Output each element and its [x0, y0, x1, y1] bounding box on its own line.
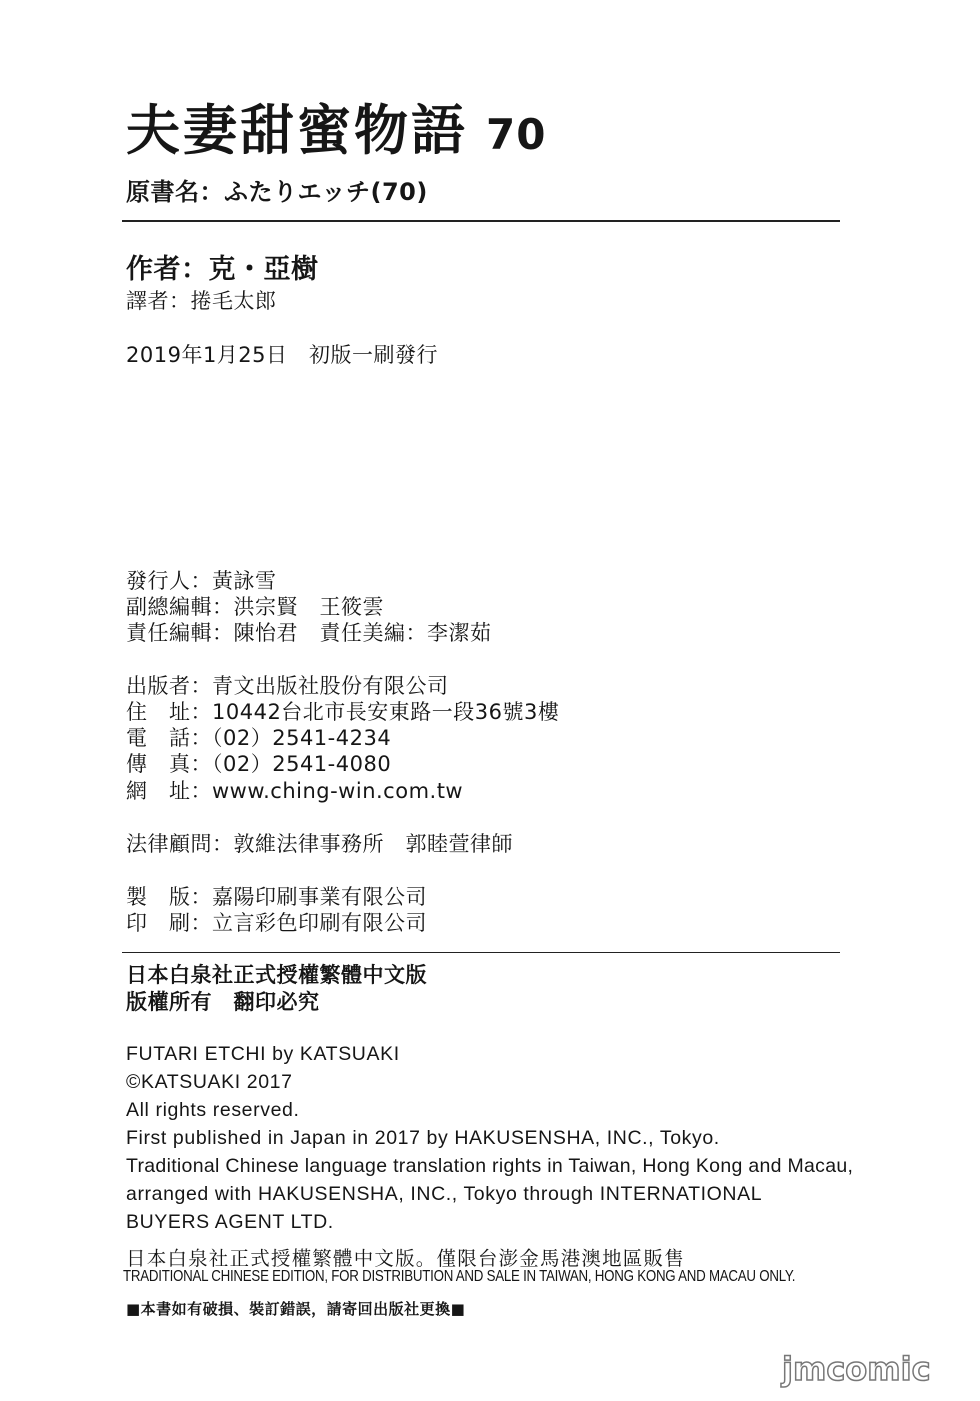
publisher-website: 網 址：www.ching-win.com.tw: [126, 779, 464, 803]
book-title-text: 夫妻甜蜜物語: [126, 99, 468, 162]
staff-editors: 責任編輯：陳怡君 責任美編：李潔茹: [126, 621, 492, 645]
translator: 譯者：捲毛太郎: [126, 289, 277, 313]
author: 作者：克・亞樹: [126, 254, 319, 285]
copyright-line-1: FUTARI ETCHI by KATSUAKI: [126, 1043, 400, 1065]
publisher-phone: 電 話：（02）2541-4234: [126, 726, 392, 750]
rights-reserved: 版權所有 翻印必究: [126, 989, 320, 1014]
staff-publisher-person: 發行人：黃詠雪: [126, 569, 277, 593]
distribution-cn: 日本白泉社正式授權繁體中文版。僅限台澎金馬港澳地區販售: [126, 1247, 685, 1270]
divider-middle: [122, 952, 840, 953]
publisher-address: 住 址：10442台北市長安東路一段36號3樓: [126, 700, 560, 724]
rights-license: 日本白泉社正式授權繁體中文版: [126, 962, 427, 987]
damage-notice: ■本書如有破損、裝訂錯誤，請寄回出版社更換■: [126, 1300, 466, 1318]
copyright-line-2: ©KATSUAKI 2017: [126, 1071, 293, 1093]
staff-deputy-editor: 副總編輯：洪宗賢 王筱雲: [126, 595, 384, 619]
volume-number: 70: [486, 110, 547, 159]
book-title: [126, 100, 546, 166]
plate-making: 製 版：嘉陽印刷事業有限公司: [126, 885, 427, 909]
original-title: 原書名：ふたりエッチ(70): [126, 178, 428, 206]
copyright-line-3: All rights reserved.: [126, 1099, 300, 1121]
legal-counsel: 法律顧問：敦維法律事務所 郭睦萱律師: [126, 832, 513, 856]
distribution-en: TRADITIONAL CHINESE EDITION, FOR DISTRIBUTION AND SALE IN TAIWAN, HONG KONG AND MACAU ONLY.: [123, 1268, 796, 1285]
copyright-line-5: Traditional Chinese language translation rights in Taiwan, Hong Kong and Macau,: [126, 1155, 854, 1177]
copyright-line-7: BUYERS AGENT LTD.: [126, 1211, 334, 1233]
publisher-name: 出版者：青文出版社股份有限公司: [126, 674, 449, 698]
publication-date: 2019年1月25日 初版一刷發行: [126, 343, 439, 367]
publisher-fax: 傳 真：（02）2541-4080: [126, 752, 392, 776]
divider-top: [122, 220, 840, 222]
copyright-line-6: arranged with HAKUSENSHA, INC., Tokyo through INTERNATIONAL: [126, 1183, 763, 1205]
printing-company: 印 刷：立言彩色印刷有限公司: [126, 911, 427, 935]
watermark-logo: jmcomic: [782, 1350, 931, 1388]
copyright-line-4: First published in Japan in 2017 by HAKUSENSHA, INC., Tokyo.: [126, 1127, 720, 1149]
